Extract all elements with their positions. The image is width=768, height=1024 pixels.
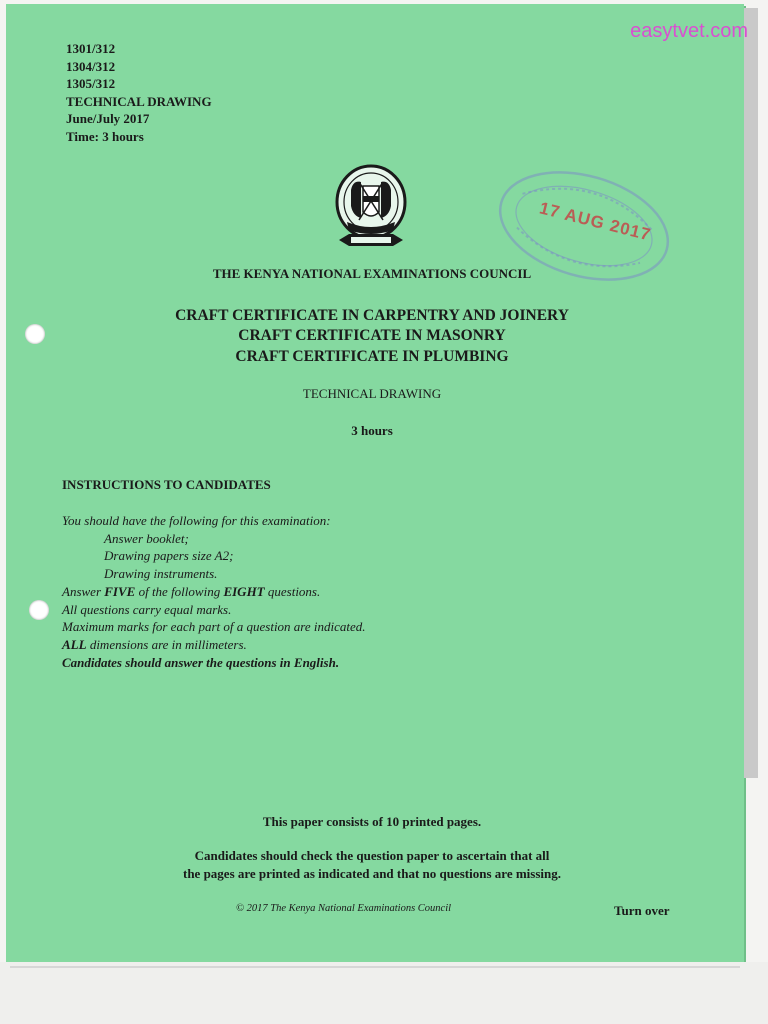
- turn-over: Turn over: [614, 903, 670, 918]
- dimensions-all: ALL: [62, 636, 87, 652]
- watermark-text[interactable]: easytvet.com: [630, 20, 748, 42]
- instructions-list: [62, 512, 366, 671]
- check-pages-line: the pages are printed as indicated and that no questions are missing.: [182, 866, 561, 881]
- certificate-title: CRAFT CERTIFICATE IN CARPENTRY AND JOINERY: [175, 307, 569, 324]
- required-item: Answer booklet;: [104, 530, 189, 546]
- paper-time: Time: 3 hours: [66, 128, 144, 144]
- punch-hole-icon: [29, 600, 49, 620]
- scan-artifact-line: [10, 966, 740, 968]
- paper-session: June/July 2017: [66, 111, 150, 126]
- underlying-page-edge: [744, 8, 758, 778]
- certificate-title: CRAFT CERTIFICATE IN PLUMBING: [235, 348, 509, 365]
- kenya-coat-of-arms-icon: [333, 160, 409, 254]
- answer-instruction: [62, 583, 366, 601]
- language-instruction: Candidates should answer the questions in English.: [62, 654, 340, 670]
- marks-indicated-instruction: Maximum marks for each part of a question are indicated.: [62, 619, 366, 635]
- paper-code: 1304/312: [66, 58, 116, 74]
- instructions-intro: You should have the following for this examination:: [62, 513, 331, 528]
- paper-subject: TECHNICAL DRAWING: [66, 93, 212, 109]
- instructions-heading: INSTRUCTIONS TO CANDIDATES: [62, 477, 271, 492]
- paper-code: 1305/312: [66, 76, 116, 91]
- answer-text: Answer: [62, 583, 105, 599]
- question-count: EIGHT: [223, 583, 265, 599]
- page-count-note: This paper consists of 10 printed pages.: [262, 814, 482, 829]
- answer-text: of the following: [135, 583, 224, 599]
- council-name: THE KENYA NATIONAL EXAMINATIONS COUNCIL: [212, 266, 532, 281]
- check-pages-note: [0, 847, 744, 883]
- stamp-date: 17 AUG 2017: [537, 198, 654, 245]
- required-item: Drawing instruments.: [104, 566, 218, 582]
- subject-title: TECHNICAL DRAWING: [302, 386, 442, 401]
- dimensions-text: dimensions are in millimeters.: [86, 636, 247, 652]
- check-pages-line: Candidates should check the question paper to ascertain that all: [194, 848, 550, 863]
- copyright: © 2017 The Kenya National Examinations Council: [236, 903, 452, 914]
- dimensions-instruction: [62, 636, 366, 654]
- certificate-title: CRAFT CERTIFICATE IN MASONRY: [238, 327, 506, 344]
- answer-text: questions.: [264, 583, 321, 599]
- paper-code: 1301/312: [66, 41, 116, 56]
- scan-background: [0, 962, 768, 1024]
- required-item: Drawing papers size A2;: [104, 548, 234, 564]
- answer-count: FIVE: [104, 583, 136, 599]
- marks-instruction: All questions carry equal marks.: [62, 601, 232, 617]
- punch-hole-icon: [25, 324, 45, 344]
- duration: 3 hours: [351, 423, 393, 438]
- paper-codes: [66, 40, 212, 145]
